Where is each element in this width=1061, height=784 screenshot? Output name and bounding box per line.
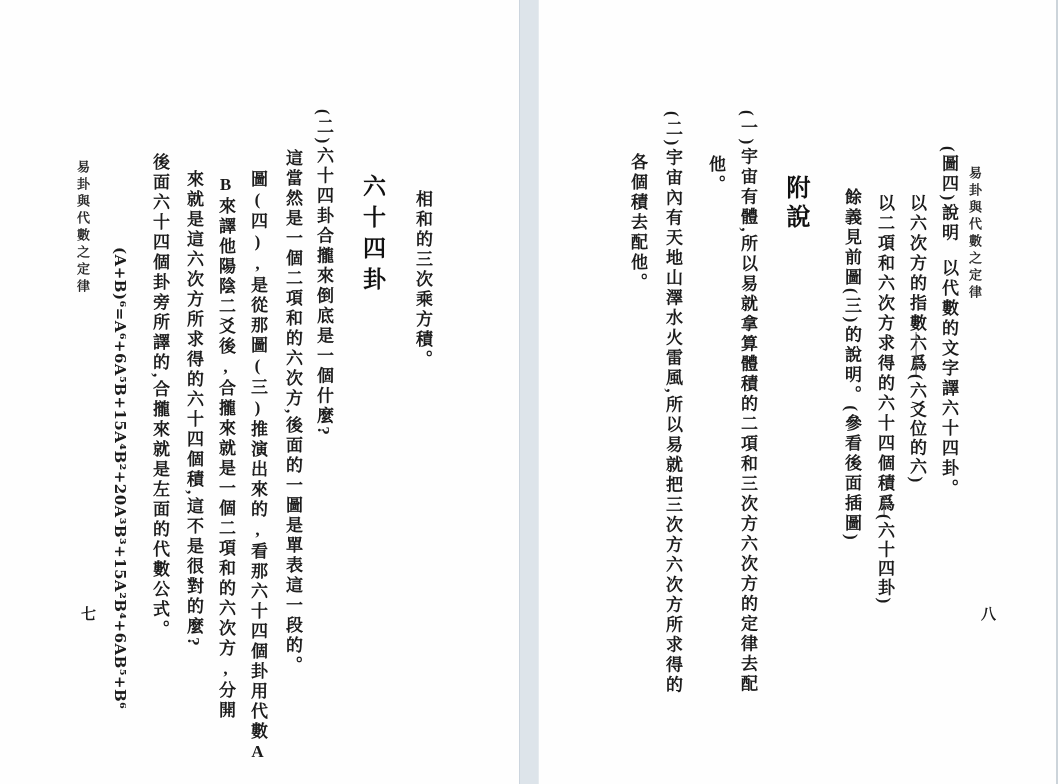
note-1-continuation: 他。 [706, 155, 725, 195]
left-intro-column: 相和的三次乘方積。 [413, 190, 432, 370]
figure-item-2-note: (六十四卦) [875, 514, 894, 606]
left-page [0, 0, 519, 784]
right-running-title: 易卦與代數之定律 [967, 166, 982, 302]
left-body-column-4: 來就是這六次方所求得的六十四個積,這不是很對的麼? [184, 170, 203, 649]
figure-item-1-column [908, 194, 925, 484]
note-2-column: (二)宇宙內有天地山澤水火雷風,所以易就把三次方六次方所求得的 [663, 111, 682, 696]
figure-label: (圖四)說明 [939, 146, 958, 244]
figure-item-1-text: 以六次方的指數六爲 [907, 194, 926, 374]
right-page [539, 0, 1056, 784]
left-body-column-5: 後面六十四個卦旁所譯的,合攏來就是左面的代數公式。 [150, 153, 169, 641]
figure-item-2-text: 以二項和六次方求得的六十四個積爲 [875, 194, 894, 514]
figure-item-2-column [876, 194, 893, 605]
binomial-expansion-formula: (A+B)⁶=A⁶+6A⁵B+15A⁴B²+20A³B³+15A²B⁴+6AB⁵+B⁶ [111, 247, 129, 710]
left-item-column: (二)六十四卦合攏來倒底是一個什麼? [314, 109, 333, 438]
left-running-title: 易卦與代數之定律 [75, 160, 90, 296]
figure-caption-column [940, 146, 957, 499]
appendix-heading: 附說 [782, 175, 808, 233]
page-edge-line [1056, 0, 1058, 784]
left-chapter-heading: 六十四卦 [360, 174, 385, 298]
left-page-number: 七 [79, 606, 95, 621]
figure-text: 以代數的文字譯六十四卦。 [939, 259, 958, 500]
note-1-column: (一)宇宙有體,所以易就拿算體積的二項和三次方六次方的定律去配 [738, 110, 757, 695]
right-page-number: 八 [979, 606, 995, 621]
left-body-column-2: 圖(四),是從那圖(三)推演出來的,看那六十四個卦用代數A [248, 170, 267, 764]
left-body-column-3: B來譯他陽陰二爻後,合攏來就是一個二項和的六次方,分開 [216, 175, 235, 721]
note-2-continuation: 各個積去配他。 [628, 153, 647, 293]
page-gutter [519, 0, 539, 784]
figure-item-3-column: 餘義見前圖(三)的說明。(參看後面插圖) [842, 188, 861, 543]
figure-item-1-note: (六爻位的六) [907, 374, 926, 485]
left-body-column-1: 這當然是一個二項和的六次方,後面的一圖是單表這一段的。 [283, 149, 302, 677]
